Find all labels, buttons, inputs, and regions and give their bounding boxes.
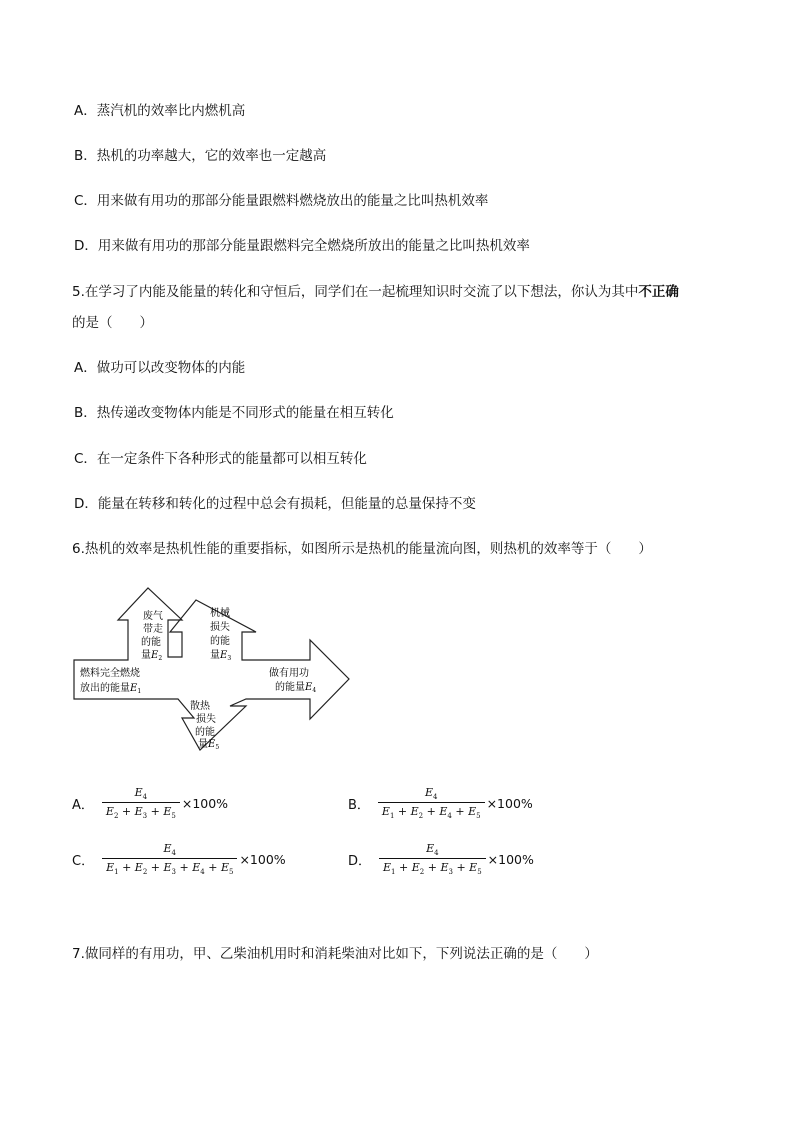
- efficiency-fraction: [378, 786, 485, 820]
- efficiency-fraction: [102, 786, 180, 820]
- denominator-term-subscript: 3: [171, 868, 177, 877]
- denominator-term-subscript: 5: [228, 868, 234, 877]
- denominator-term: [106, 861, 119, 877]
- denominator-term-subscript: 2: [419, 868, 425, 877]
- fraction-denominator: [378, 802, 485, 820]
- heat-e-subscript: 5: [215, 744, 220, 751]
- percent-suffix: ×100%: [181, 795, 229, 811]
- denominator-term: [383, 861, 396, 877]
- input-label-2-text: 放出的能量: [80, 683, 130, 694]
- plus-sign: +: [204, 861, 221, 875]
- denominator-term: [381, 805, 395, 821]
- denominator-term-subscript: 2: [113, 812, 119, 821]
- denominator-term-subscript: 5: [476, 812, 481, 821]
- fraction-numerator: [131, 786, 152, 802]
- q4-option-b: B．热机的功率越大，它的效率也一定越高: [74, 148, 327, 164]
- denominator-term: [105, 805, 119, 821]
- denominator-term: [220, 861, 234, 877]
- denominator-term-subscript: 1: [114, 868, 119, 877]
- plus-sign: +: [176, 861, 193, 875]
- numerator-term: [425, 786, 438, 802]
- option-label: C．: [72, 853, 95, 869]
- exhaust-label-4: [141, 649, 162, 662]
- denominator-term-subscript: 3: [448, 868, 453, 877]
- mech-e-subscript: 3: [227, 655, 232, 662]
- fraction-denominator: [379, 858, 486, 876]
- denominator-term-symbol: E: [192, 861, 201, 875]
- denominator-term-subscript: 5: [477, 868, 482, 877]
- denominator-term-symbol: E: [410, 805, 419, 819]
- denominator-term: [440, 861, 453, 877]
- denominator-term: [439, 805, 452, 821]
- numerator-term: [426, 842, 439, 858]
- denominator-term: [411, 861, 425, 877]
- plus-sign: +: [424, 861, 441, 875]
- denominator-term-symbol: E: [439, 805, 448, 819]
- input-label-2: [80, 681, 141, 695]
- exhaust-label-3: 的能: [141, 637, 161, 648]
- input-label-1: 燃料完全燃烧: [80, 668, 140, 679]
- q5-option-d: D．能量在转移和转化的过程中总会有损耗，但能量的总量保持不变: [74, 496, 476, 512]
- mech-label-4-text: 量: [210, 650, 220, 661]
- denominator-term: [163, 861, 177, 877]
- denominator-term-symbol: E: [105, 805, 114, 819]
- q6-stem: 6.热机的效率是热机性能的重要指标，如图所示是热机的能量流向图，则热机的效率等于（ ）: [72, 541, 652, 557]
- fraction-denominator: [102, 802, 180, 820]
- q5-option-b: B．热传递改变物体内能是不同形式的能量在相互转化: [74, 405, 394, 421]
- mech-label-3: 的能: [210, 636, 230, 647]
- q4-option-d: D．用来做有用功的那部分能量跟燃料完全燃烧所放出的能量之比叫热机效率: [74, 238, 530, 254]
- denominator-term-subscript: 2: [142, 868, 148, 877]
- input-e-symbol: E: [130, 683, 138, 694]
- q7-stem: 7.做同样的有用功，甲、乙柴油机用时和消耗柴油对比如下，下列说法正确的是（ ）: [72, 946, 598, 962]
- denominator-term-symbol: E: [106, 861, 115, 875]
- denominator-term-symbol: E: [440, 861, 449, 875]
- numerator-term-symbol: E: [426, 842, 435, 855]
- input-e-subscript: 1: [137, 688, 142, 695]
- numerator-term-symbol: E: [134, 786, 143, 799]
- plus-sign: +: [118, 861, 135, 875]
- mech-label-4: [210, 649, 231, 662]
- heat-label-4: 的能: [195, 727, 215, 738]
- exhaust-label-2: 带走: [143, 624, 163, 635]
- denominator-term: [410, 805, 424, 821]
- numerator-term-subscript: 4: [142, 793, 148, 802]
- energy-flow-diagram: [70, 582, 360, 757]
- useful-e-symbol: E: [305, 682, 313, 693]
- q5-stem-emphasis: 不正确: [638, 284, 679, 300]
- plus-sign: +: [452, 861, 470, 875]
- q4-option-a: A．蒸汽机的效率比内燃机高: [74, 103, 246, 119]
- percent-suffix: ×100%: [487, 851, 534, 867]
- denominator-term: [192, 861, 205, 877]
- mech-label-1: 机械: [210, 608, 230, 619]
- q5-stem-part1: 5.在学习了内能及能量的转化和守恒后，同学们在一起梳理知识时交流了以下想法，你认为其中: [72, 284, 639, 300]
- heat-e-symbol: E: [208, 739, 216, 750]
- numerator-term: [163, 842, 177, 858]
- heat-label-2: 损: [196, 714, 206, 725]
- mech-label-2: 损失: [210, 622, 230, 633]
- mech-e-symbol: E: [220, 650, 228, 661]
- exhaust-e-subscript: 2: [158, 655, 163, 662]
- q6-option-d: [348, 842, 534, 876]
- denominator-term-symbol: E: [134, 861, 143, 875]
- denominator-term-symbol: E: [381, 805, 390, 819]
- denominator-term-subscript: 1: [389, 812, 395, 821]
- denominator-term-symbol: E: [469, 861, 478, 875]
- q6-option-b: [348, 786, 533, 820]
- exhaust-e-symbol: E: [151, 650, 159, 661]
- denominator-term-subscript: 5: [171, 812, 176, 821]
- denominator-term-symbol: E: [468, 805, 477, 819]
- heat-label-5-text: 量: [198, 739, 208, 750]
- denominator-term-symbol: E: [163, 805, 172, 819]
- numerator-term-subscript: 4: [433, 793, 438, 802]
- fraction-numerator: [422, 842, 443, 858]
- numerator-term-subscript: 4: [434, 849, 439, 858]
- numerator-term-symbol: E: [163, 842, 172, 855]
- plus-sign: +: [423, 805, 440, 819]
- numerator-term-symbol: E: [425, 786, 434, 799]
- exhaust-label-1: 废气: [143, 611, 163, 622]
- fraction-numerator: [421, 786, 442, 802]
- percent-suffix: ×100%: [486, 795, 533, 811]
- plus-sign: +: [394, 805, 411, 819]
- denominator-term-subscript: 4: [200, 868, 205, 877]
- q5-stem-end: 的是（ ）: [72, 315, 153, 331]
- plus-sign: +: [118, 805, 135, 819]
- denominator-term-symbol: E: [411, 861, 420, 875]
- q5-option-a: A．做功可以改变物体的内能: [74, 360, 246, 376]
- denominator-term: [163, 805, 176, 821]
- efficiency-fraction: [102, 842, 237, 876]
- numerator-term: [134, 786, 148, 802]
- denominator-term: [134, 861, 148, 877]
- plus-sign: +: [147, 861, 164, 875]
- denominator-term-subscript: 1: [391, 868, 396, 877]
- denominator-term: [468, 805, 481, 821]
- denominator-term-symbol: E: [163, 861, 172, 875]
- denominator-term-symbol: E: [134, 805, 143, 819]
- denominator-term-subscript: 4: [447, 812, 452, 821]
- option-label: D．: [348, 853, 372, 869]
- q4-option-c: C．用来做有用功的那部分能量跟燃料燃烧放出的能量之比叫热机效率: [74, 193, 489, 209]
- useful-label-2-text: 的能量: [275, 682, 305, 693]
- percent-suffix: ×100%: [239, 851, 286, 867]
- fraction-denominator: [102, 858, 237, 876]
- plus-sign: +: [147, 805, 164, 819]
- numerator-term-subscript: 4: [171, 849, 177, 858]
- option-label: B．: [348, 797, 370, 813]
- q5-stem: [72, 283, 679, 301]
- denominator-term-symbol: E: [383, 861, 392, 875]
- q5-option-c: C．在一定条件下各种形式的能量都可以相互转化: [74, 451, 367, 467]
- exhaust-label-4-text: 量: [141, 650, 151, 661]
- heat-label-5: [198, 738, 219, 751]
- q6-option-c: [72, 842, 286, 876]
- useful-e-subscript: 4: [312, 687, 317, 694]
- plus-sign: +: [395, 861, 412, 875]
- denominator-term-subscript: 2: [418, 812, 424, 821]
- useful-label-2: [275, 680, 316, 694]
- heat-label-1: 散热: [190, 701, 210, 712]
- denominator-term-symbol: E: [220, 861, 229, 875]
- option-label: A．: [72, 797, 94, 813]
- fraction-numerator: [160, 842, 181, 858]
- useful-label-1: 做有用功: [269, 668, 309, 679]
- heat-label-3: 失: [206, 714, 216, 725]
- denominator-term: [134, 805, 148, 821]
- q6-option-a: [72, 786, 228, 820]
- efficiency-fraction: [379, 842, 486, 876]
- denominator-term-subscript: 3: [142, 812, 148, 821]
- plus-sign: +: [451, 805, 469, 819]
- denominator-term: [469, 861, 482, 877]
